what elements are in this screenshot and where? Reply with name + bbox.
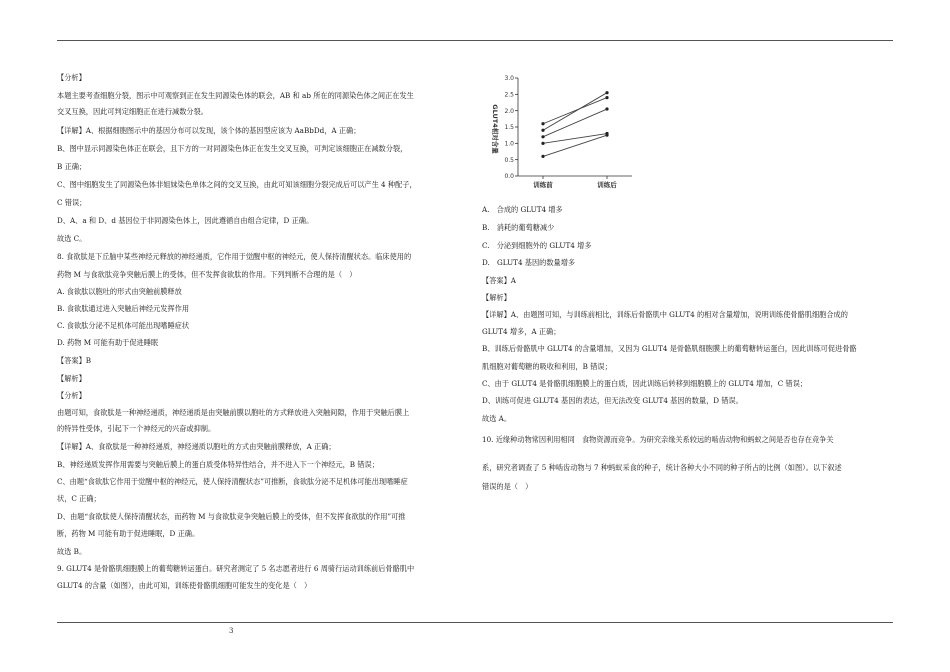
right-line: B. 消耗的葡萄糖减少 (482, 223, 555, 232)
right-line: 10. 近缘种动物常因利用相同 食物资源而竞争。为研究亲缘关系较远的啮齿动物和蚂蚁之间是否也存在竞争关 (482, 435, 834, 444)
left-line: C. 食欲肽分泌不足机体可能出现嗜睡症状 (57, 321, 190, 330)
chart-y-tick-label: 3.0 (504, 75, 514, 83)
chart-data-point (605, 134, 608, 137)
left-line: 交叉互换，因此可判定细胞正在进行减数分裂。 (57, 107, 208, 116)
left-line: 9. GLUT4 是骨骼肌细胞膜上的葡萄糖转运蛋白。研究者测定了 5 名志愿者进行 6 周骑行运动训练前后骨骼肌中 (57, 564, 415, 573)
chart-data-point (541, 122, 544, 125)
chart-y-tick-label: 1.0 (504, 140, 514, 148)
page-number: 3 (229, 627, 234, 635)
header-rule (57, 40, 893, 41)
chart-data-point (605, 96, 608, 99)
right-line: B、训练后骨骼肌中 GLUT4 的含量增加，又因为 GLUT4 是骨骼肌细胞膜上的葡萄糖转运蛋白，因此训练可促进骨骼 (482, 344, 857, 353)
chart-y-axis-label: GLUT4相对含量 (491, 104, 499, 154)
left-line: 8. 食欲肽是下丘脑中某些神经元释放的神经递质，它作用于觉醒中枢的神经元，使人保持清醒状态。临床使用的 (57, 252, 412, 261)
left-line: B、神经递质发挥作用需要与突触后膜上的蛋白质受体特异性结合，并不进入下一个神经元，B 错误； (57, 460, 379, 469)
left-line: 由题可知，食欲肽是一种神经递质，神经递质是由突触前膜以胞吐的方式释放进入突触间隙，作用于突触后膜上 (57, 408, 410, 417)
left-line: D. 药物 M 可能有助于促进睡眠 (57, 338, 159, 347)
right-line: D. GLUT4 基因的数量增多 (482, 258, 576, 267)
left-line: GLUT4 的含量（如图），由此可知，训练使骨骼肌细胞可能发生的变化是（ ） (57, 581, 312, 590)
chart-data-point (605, 91, 608, 94)
right-line: C、由于 GLUT4 是骨骼肌细胞膜上的蛋白质，因此训练后转移到细胞膜上的 GLUT4 增加，C 错误； (482, 379, 808, 388)
left-line: 故选 B。 (57, 547, 87, 556)
chart-data-point (541, 142, 544, 145)
chart-y-tick-label: 2.0 (504, 107, 514, 115)
left-line: 的特异性受体，引起下一个神经元的兴奋或抑制。 (57, 424, 216, 433)
chart-data-point (541, 129, 544, 132)
chart-series-line (543, 109, 607, 137)
right-line: 【详解】A、由题图可知，与训练前相比，训练后骨骼肌中 GLUT4 的相对含量增加，说明训练使骨骼肌细胞合成的 (482, 310, 848, 319)
left-line: A. 食欲肽以胞吐的形式由突触前膜释放 (57, 287, 182, 296)
right-line: 错误的是（ ） (482, 482, 533, 491)
right-line: 【解析】 (482, 293, 511, 302)
left-line: 状，C 正确； (57, 494, 101, 503)
chart-x-tick-label: 训练后 (597, 181, 617, 189)
left-line: D、由题“食欲肽使人保持清醒状态，而药物 M 与食欲肽竞争突触后膜上的受体，但不发挥食欲肽的作用”可推 (57, 512, 406, 521)
right-line: GLUT4 增多，A 正确； (482, 327, 561, 336)
right-line: 故选 A。 (482, 414, 512, 423)
right-line: D、训练可促进 GLUT4 基因的表达，但无法改变 GLUT4 基因的数量，D 错误。 (482, 396, 743, 405)
chart-x-tick-label: 训练前 (533, 181, 553, 189)
footer-rule (57, 622, 893, 623)
chart-data-point (541, 135, 544, 138)
left-line: 药物 M 与食欲肽竞争突触后膜上的受体，但不发挥食欲肽的作用。下列判断不合理的是（ ） (57, 270, 357, 279)
glut4-line-chart (482, 70, 642, 194)
left-line: 【详解】A、根据细胞图示中的基因分布可以发现，该个体的基因型应该为 AaBbDd，A 正确； (57, 126, 361, 135)
left-line: 故选 C。 (57, 234, 87, 243)
chart-data-point (605, 107, 608, 110)
chart-y-tick-label: 0.0 (504, 173, 514, 181)
chart-series-line (543, 93, 607, 131)
left-line: 【解析】 (57, 374, 86, 383)
right-line: 【答案】A (482, 276, 516, 285)
left-line: 断，药物 M 可能有助于促进睡眠，D 正确。 (57, 529, 200, 538)
chart-series-lines (543, 93, 607, 157)
chart-series-line (543, 98, 607, 124)
left-line: C 错误； (57, 198, 87, 207)
left-line: 【分析】 (57, 391, 86, 400)
chart-y-tick-label: 2.5 (504, 91, 514, 99)
chart-data-point (541, 155, 544, 158)
left-line: D、A、a 和 D、d 基因位于非同源染色体上，因此遵循自由组合定律，D 正确。 (57, 216, 314, 225)
chart-y-tick-label: 1.5 (504, 124, 514, 132)
left-line: C、图中细胞发生了同源染色体非姐妹染色单体之间的交叉互换，由此可知该细胞分裂完成后可以产生 4 种配子， (57, 180, 417, 189)
left-line: B 正确； (57, 162, 87, 171)
left-line: B. 食欲肽通过进入突触后神经元发挥作用 (57, 304, 190, 313)
right-line: A. 合成的 GLUT4 增多 (482, 205, 563, 214)
right-line: C. 分泌到细胞外的 GLUT4 增多 (482, 241, 592, 250)
chart-axes (504, 75, 632, 180)
left-line: 【分析】 (57, 73, 86, 82)
chart-y-tick-label: 0.5 (504, 156, 514, 164)
left-line: 【答案】B (57, 356, 92, 365)
right-line: 肌细胞对葡萄糖的吸收和利用，B 错误； (482, 362, 612, 371)
left-line: C、由题“食欲肽它作用于觉醒中枢的神经元，使人保持清醒状态”可推断，食欲肽分泌不足机体可能出现嗜睡症 (57, 477, 408, 486)
right-line: 系，研究者调查了 5 种啮齿动物与 7 种蚂蚁采食的种子，统计各种大小不同的种子所占的比例（如图）。以下叙述 (482, 463, 842, 472)
left-line: 本题主要考查细胞分裂，图示中可观察到正在发生同源染色体的联会，AB 和 ab 所在的同源染色体之间正在发生 (57, 91, 414, 100)
left-line: B、图中显示同源染色体正在联会，且下方的一对同源染色体正在发生交叉互换，可判定该细胞正在减数分裂， (57, 144, 408, 153)
left-line: 【详解】A、食欲肽是一种神经递质，神经递质以胞吐的方式由突触前膜释放，A 正确； (57, 442, 336, 451)
